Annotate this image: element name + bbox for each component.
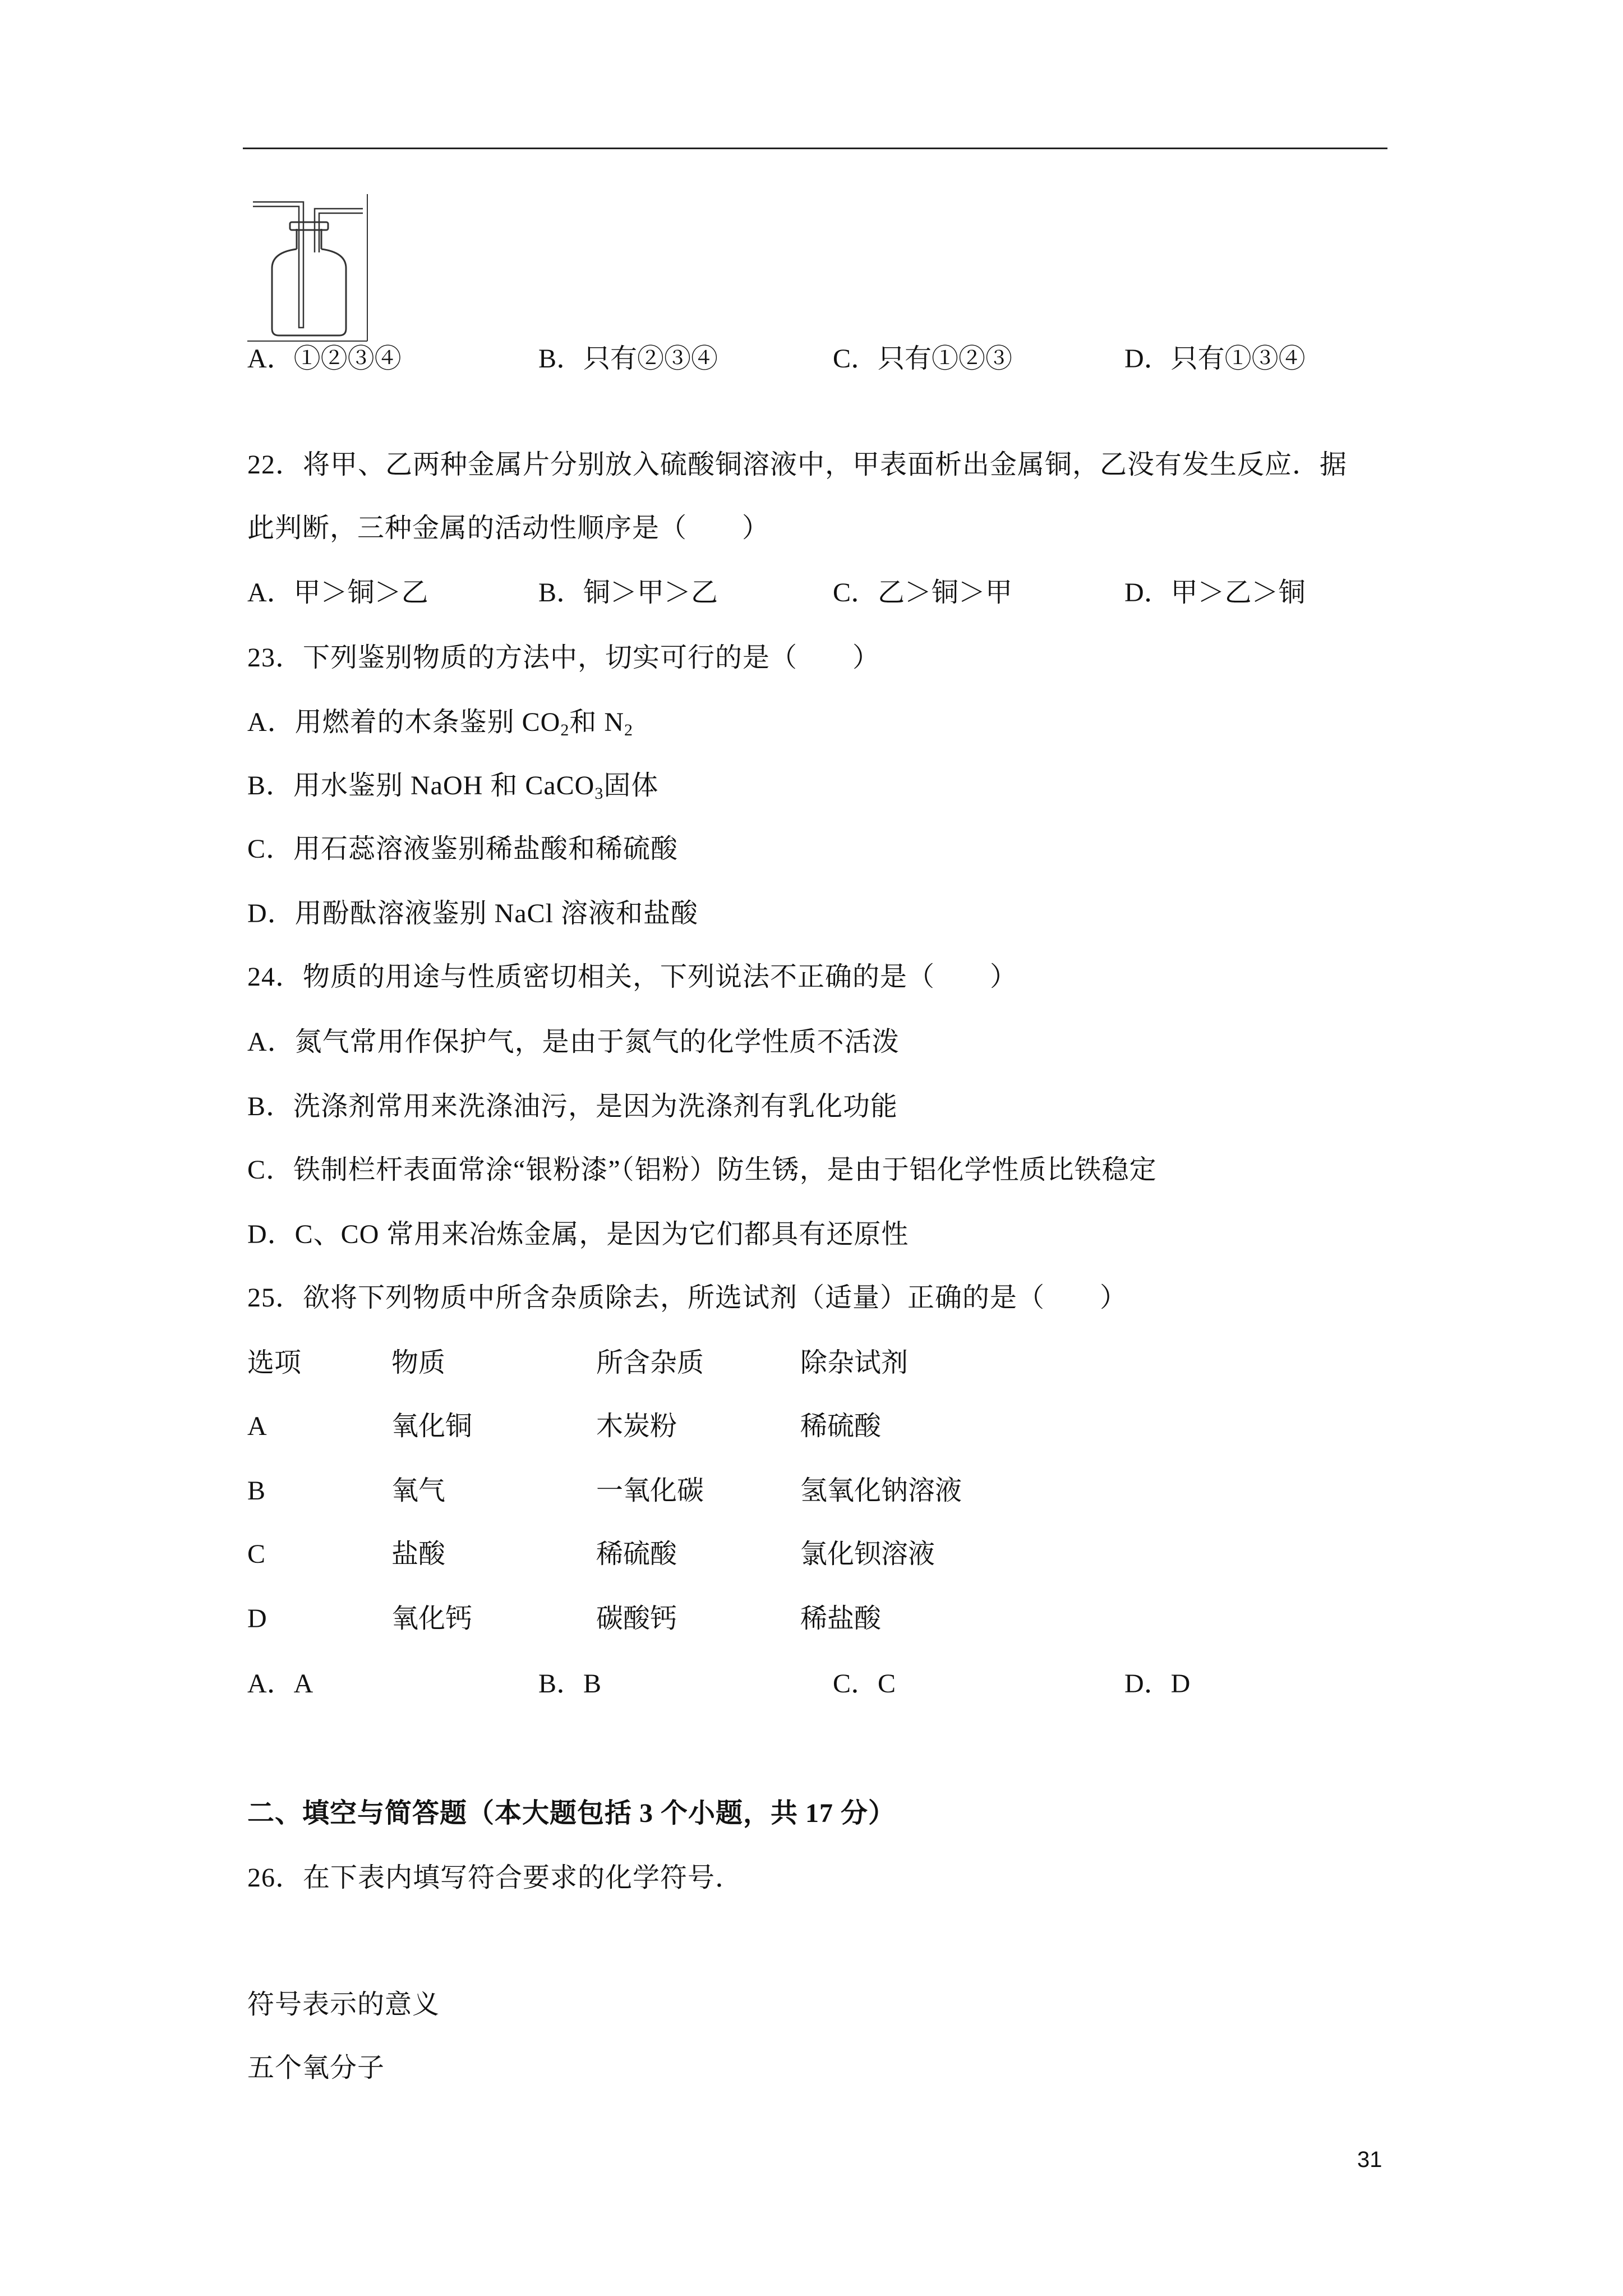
q22-option-d: D．甲＞乙＞铜	[1124, 578, 1306, 608]
q23-option-b-text2: 固体	[603, 771, 659, 800]
table-cell: 木炭粉	[596, 1411, 677, 1441]
q22-stem-line1: 22．将甲、乙两种金属片分别放入硫酸铜溶液中，甲表面析出金属铜，乙没有发生反应．据	[247, 450, 1348, 480]
q24-stem: 24．物质的用途与性质密切相关，下列说法不正确的是（ ）	[247, 962, 1018, 992]
q25-stem: 25．欲将下列物质中所含杂质除去，所选试剂（适量）正确的是（ ）	[247, 1283, 1128, 1313]
q26-column-label: 符号表示的意义	[247, 1990, 440, 2019]
table-row	[0, 1474, 1623, 1508]
q25-option-b: B．B	[538, 1669, 602, 1699]
q23-option-b-sub1: 3	[594, 784, 604, 803]
q22-option-c: C．乙＞铜＞甲	[833, 578, 1013, 608]
q26-stem: 26．在下表内填写符合要求的化学符号．	[247, 1863, 743, 1893]
q23-option-a-sub1: 2	[560, 721, 570, 739]
q23-option-a-text2: 和 N	[569, 707, 625, 737]
table-cell: 氢氧化钠溶液	[800, 1476, 962, 1506]
table-cell: 稀盐酸	[800, 1604, 882, 1634]
q25-options	[0, 1667, 1623, 1701]
q21-option-a: A．①②③④	[247, 344, 402, 374]
q23-option-a	[247, 706, 633, 739]
q21-options	[0, 342, 1623, 376]
table-cell: 稀硫酸	[596, 1539, 677, 1569]
q25-option-d: D．D	[1124, 1669, 1191, 1699]
q25-option-a: A．A	[247, 1669, 313, 1699]
table-header-cell: 选项	[247, 1348, 302, 1378]
table-header-cell: 物质	[391, 1348, 446, 1378]
q23-option-c: C．用石蕊溶液鉴别稀盐酸和稀硫酸	[247, 834, 679, 864]
q22-option-b: B．铜＞甲＞乙	[538, 578, 718, 608]
table-cell: 碳酸钙	[596, 1604, 677, 1634]
gas-washing-bottle-icon	[247, 194, 368, 342]
q22-option-a: A．甲＞铜＞乙	[247, 578, 428, 608]
q23-option-d: D．用酚酞溶液鉴别 NaCl 溶液和盐酸	[247, 899, 698, 928]
table-header-cell: 所含杂质	[596, 1348, 704, 1378]
q21-option-c: C．只有①②③	[833, 344, 1013, 374]
table-row	[0, 1410, 1623, 1443]
q25-option-c: C．C	[833, 1669, 896, 1699]
q21-option-d: D．只有①③④	[1124, 344, 1306, 374]
q23-option-b	[247, 769, 658, 803]
table-cell: B	[247, 1476, 266, 1506]
table-cell: C	[247, 1539, 266, 1569]
q24-option-d: D．C、CO 常用来冶炼金属，是因为它们都具有还原性	[247, 1220, 909, 1249]
table-cell: A	[247, 1411, 267, 1441]
q23-stem: 23．下列鉴别物质的方法中，切实可行的是（ ）	[247, 643, 880, 673]
table-cell: 氯化钡溶液	[800, 1539, 935, 1569]
page-number: 31	[1357, 2147, 1382, 2172]
section-heading: 二、填空与简答题（本大题包括 3 个小题，共 17 分）	[247, 1798, 896, 1828]
header-rule	[243, 148, 1387, 149]
q21-option-b: B．只有②③④	[538, 344, 718, 374]
q26-item: 五个氧分子	[247, 2053, 385, 2083]
table-cell: 稀硫酸	[800, 1411, 882, 1441]
q23-option-a-sub2: 2	[624, 721, 634, 739]
q24-option-c: C．铁制栏杆表面常涂“银粉漆”（铝粉）防生锈，是由于铝化学性质比铁稳定	[247, 1155, 1157, 1185]
q23-option-b-text1: B．用水鉴别 NaOH 和 CaCO	[247, 771, 595, 800]
q22-stem-line2: 此判断，三种金属的活动性顺序是（ ）	[247, 513, 770, 543]
table-cell: D	[247, 1604, 267, 1634]
table-header-cell: 除杂试剂	[800, 1348, 909, 1378]
q25-table-header	[0, 1346, 1623, 1380]
q24-option-b: B．洗涤剂常用来洗涤油污，是因为洗涤剂有乳化功能	[247, 1092, 898, 1121]
q24-option-a: A．氮气常用作保护气，是由于氮气的化学性质不活泼	[247, 1027, 900, 1057]
table-cell: 一氧化碳	[596, 1476, 704, 1506]
table-row	[0, 1538, 1623, 1571]
table-row	[0, 1602, 1623, 1636]
table-cell: 盐酸	[391, 1539, 446, 1569]
q23-option-a-text1: A．用燃着的木条鉴别 CO	[247, 707, 561, 737]
table-cell: 氧气	[391, 1476, 446, 1506]
q22-options	[0, 576, 1623, 610]
table-cell: 氧化铜	[391, 1411, 473, 1441]
table-cell: 氧化钙	[391, 1604, 473, 1634]
